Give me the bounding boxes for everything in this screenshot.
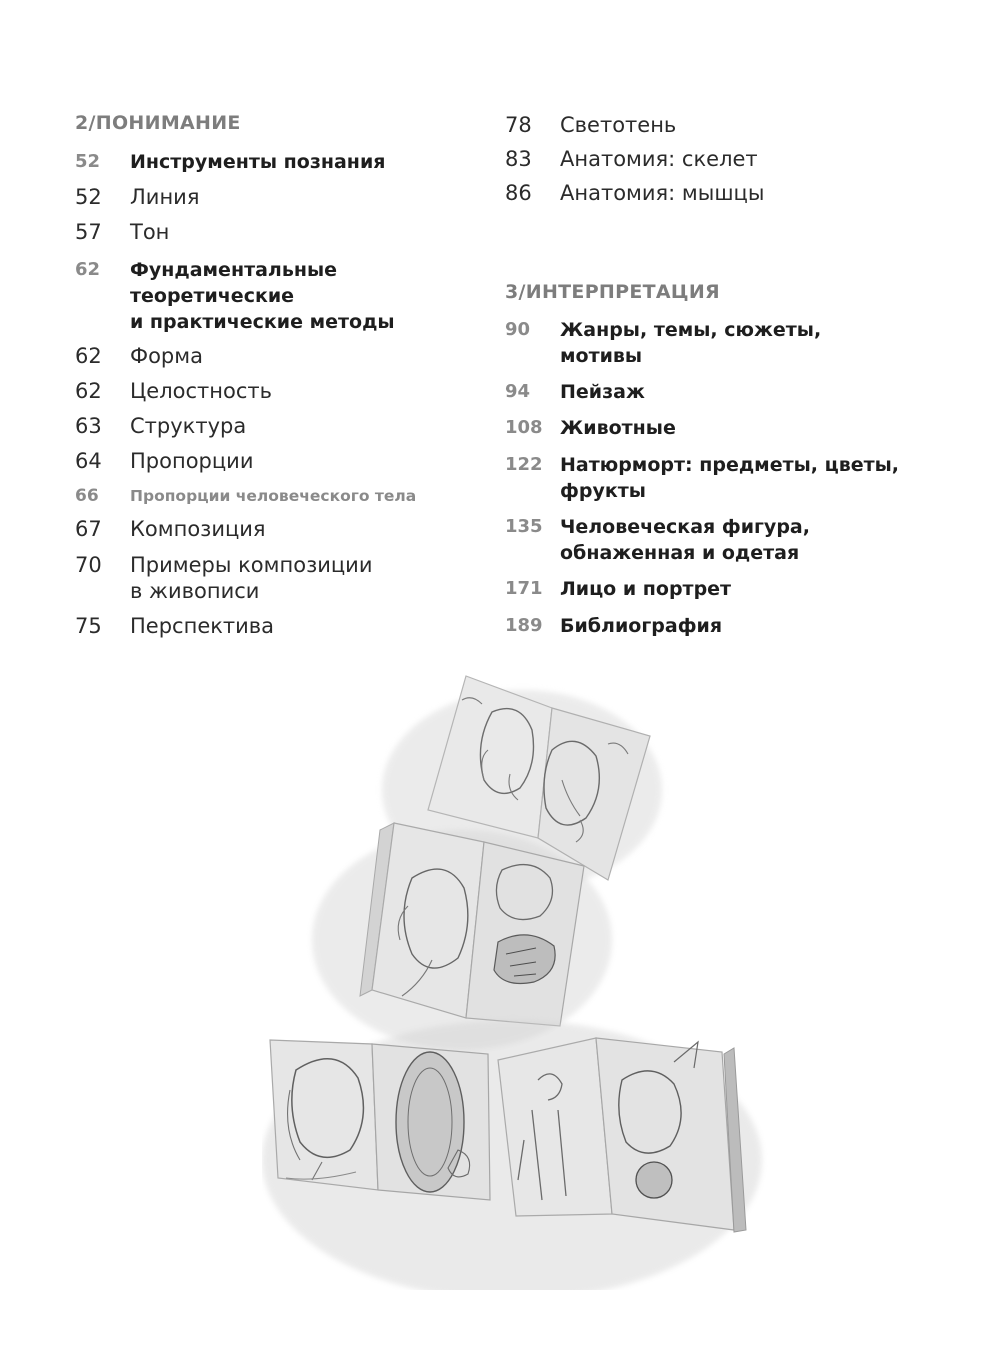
toc-entry-title: Пейзаж bbox=[560, 381, 645, 403]
toc-entry-title: Человеческая фигура, bbox=[560, 516, 810, 538]
toc-entry-title: Целостность bbox=[130, 379, 273, 403]
toc-entry-title: Анатомия: мышцы bbox=[560, 181, 765, 205]
toc-entry-title: Пропорции bbox=[130, 449, 254, 473]
toc-entry-title: Композиция bbox=[130, 517, 266, 541]
toc-page-number: 122 bbox=[505, 454, 543, 475]
toc-page-number: 52 bbox=[75, 185, 102, 209]
toc-page-number: 70 bbox=[75, 553, 102, 577]
toc-page-number: 90 bbox=[505, 319, 531, 340]
toc-page-number: 171 bbox=[505, 578, 543, 599]
toc-page-number: 66 bbox=[75, 486, 99, 506]
toc-page-number: 62 bbox=[75, 259, 101, 280]
toc-entry-title: Лицо и портрет bbox=[560, 578, 732, 600]
toc-page-number: 75 bbox=[75, 614, 102, 638]
toc-entry-title: Форма bbox=[130, 344, 203, 368]
toc-entry-title-line2: и практические методы bbox=[130, 311, 395, 333]
toc-entry-title: Пропорции человеческого тела bbox=[130, 487, 417, 505]
toc-page-number: 62 bbox=[75, 344, 102, 368]
sketchbook-bottom bbox=[262, 1020, 762, 1290]
toc-page-number: 67 bbox=[75, 517, 102, 541]
section-title-understanding: 2/ПОНИМАНИЕ bbox=[75, 112, 241, 134]
toc-entry-title: Тон bbox=[130, 220, 170, 244]
toc-page-number: 135 bbox=[505, 516, 543, 537]
toc-entry-title-line2: обнаженная и одетая bbox=[560, 542, 800, 564]
toc-entry-title: Жанры, темы, сюжеты, bbox=[560, 319, 822, 341]
toc-page-number: 189 bbox=[505, 615, 543, 636]
toc-entry-title-line2: мотивы bbox=[560, 345, 643, 367]
toc-page-number: 108 bbox=[505, 417, 543, 438]
toc-entry-title: Примеры композиции bbox=[130, 553, 373, 577]
toc-entry-title: Натюрморт: предметы, цветы, bbox=[560, 454, 900, 476]
toc-entry-title-line2: фрукты bbox=[560, 480, 646, 502]
toc-page-number: 52 bbox=[75, 151, 101, 172]
toc-entry-title: Фундаментальные теоретические bbox=[130, 259, 338, 307]
toc-entry-title: Анатомия: скелет bbox=[560, 147, 758, 171]
toc-page-number: 83 bbox=[505, 147, 532, 171]
toc-page-number: 57 bbox=[75, 220, 102, 244]
toc-entry-title: Инструменты познания bbox=[130, 151, 386, 173]
toc-page-number: 64 bbox=[75, 449, 102, 473]
toc-page-number: 78 bbox=[505, 113, 532, 137]
section-title-interpretation: 3/ИНТЕРПРЕТАЦИЯ bbox=[505, 281, 720, 303]
toc-entry-title: Структура bbox=[130, 414, 247, 438]
toc-page-number: 94 bbox=[505, 381, 531, 402]
toc-entry-title: Линия bbox=[130, 185, 200, 209]
toc-entry-title: Животные bbox=[560, 417, 676, 439]
toc-entry-title: Библиография bbox=[560, 615, 723, 637]
toc-entry-title-line2: в живописи bbox=[130, 579, 260, 603]
sketchbook-illustration bbox=[262, 670, 772, 1290]
toc-page-number: 63 bbox=[75, 414, 102, 438]
toc-page-number: 86 bbox=[505, 181, 532, 205]
toc-entry-title: Светотень bbox=[560, 113, 677, 137]
toc-entry-title: Перспектива bbox=[130, 614, 275, 638]
toc-page-number: 62 bbox=[75, 379, 102, 403]
